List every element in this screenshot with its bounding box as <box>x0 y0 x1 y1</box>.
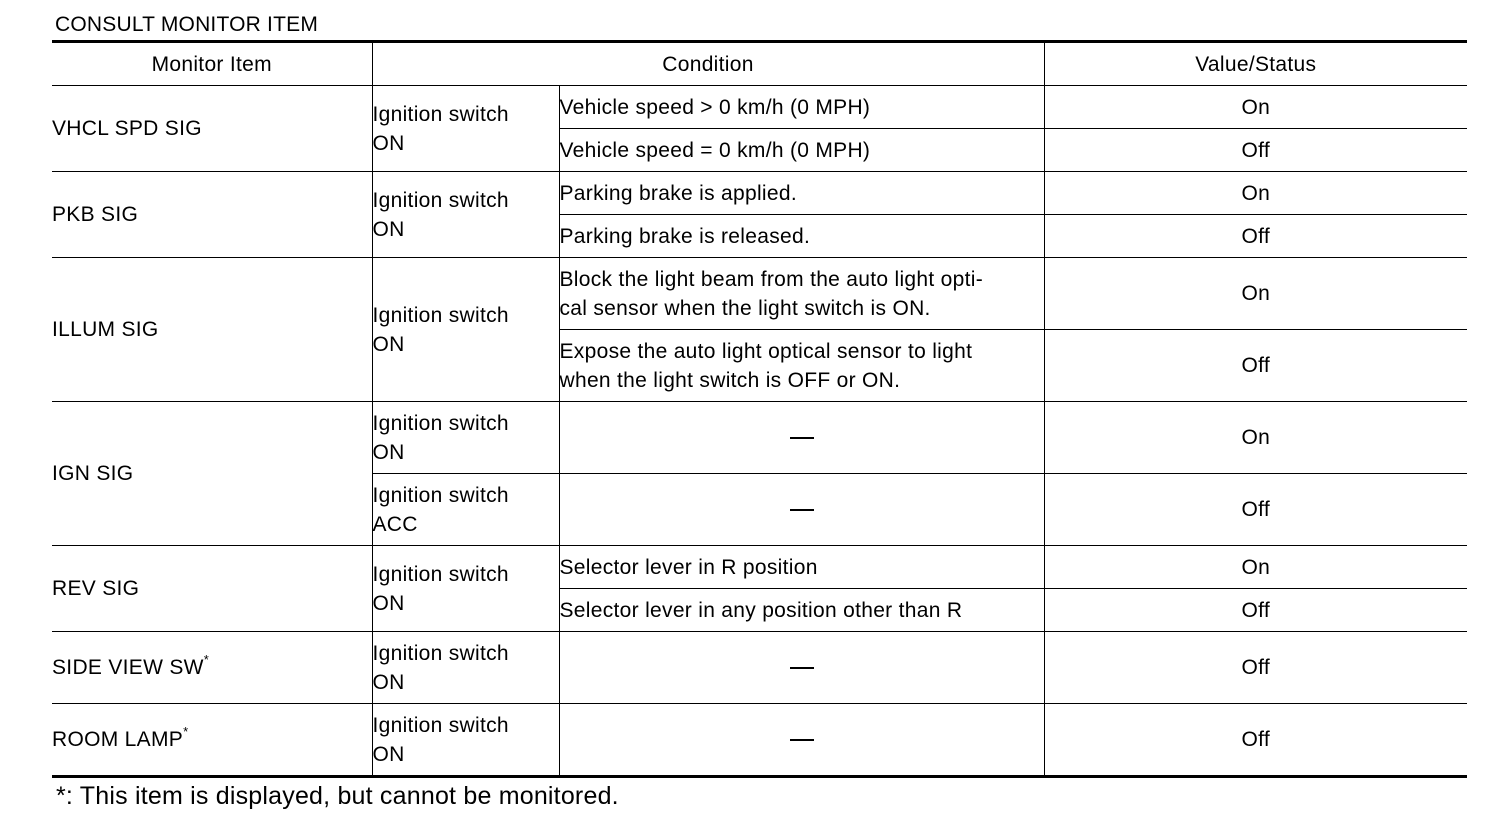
ignition-cell <box>372 86 559 172</box>
ignition-cell <box>372 258 559 402</box>
monitor-item-label: ROOM LAMP <box>52 728 184 751</box>
table-row <box>52 704 1467 777</box>
dash-icon <box>790 509 814 511</box>
table-header-row <box>52 42 1467 86</box>
ignition-label: Ignition switch <box>372 411 509 435</box>
monitor-item-cell <box>52 704 372 777</box>
value-cell: On <box>1044 172 1467 215</box>
header-monitor-item: Monitor Item <box>52 42 372 86</box>
ignition-cell <box>372 172 559 258</box>
ignition-state: ON <box>372 670 405 694</box>
footnote-asterisk: * <box>203 652 210 667</box>
value-cell: On <box>1044 546 1467 589</box>
header-value-status: Value/Status <box>1044 42 1467 86</box>
ignition-state: ON <box>372 742 405 766</box>
dash-icon <box>790 437 814 439</box>
table-row <box>52 632 1467 704</box>
footnote-asterisk: * <box>183 724 189 739</box>
value-cell: Off <box>1044 704 1467 777</box>
table-row <box>52 86 1467 129</box>
monitor-item-cell: PKB SIG <box>52 172 372 258</box>
monitor-item-cell <box>52 632 372 704</box>
condition-cell: Parking brake is applied. <box>559 172 1044 215</box>
condition-cell <box>559 402 1044 474</box>
value-cell: Off <box>1044 215 1467 258</box>
ignition-cell <box>372 546 559 632</box>
condition-cell <box>559 258 1044 330</box>
condition-cell: Parking brake is released. <box>559 215 1044 258</box>
value-cell: Off <box>1044 474 1467 546</box>
condition-cell: Vehicle speed > 0 km/h (0 MPH) <box>559 86 1044 129</box>
monitor-item-cell: ILLUM SIG <box>52 258 372 402</box>
ignition-state: ON <box>372 217 405 241</box>
monitor-item-label: SIDE VIEW SW <box>52 656 204 679</box>
ignition-label: Ignition switch <box>372 562 509 586</box>
ignition-state: ACC <box>372 512 418 536</box>
ignition-cell <box>372 632 559 704</box>
value-cell: On <box>1044 258 1467 330</box>
value-cell: On <box>1044 86 1467 129</box>
condition-cell: Selector lever in any position other than R <box>559 589 1044 632</box>
monitor-item-cell: VHCL SPD SIG <box>52 86 372 172</box>
ignition-state: ON <box>372 332 405 356</box>
ignition-label: Ignition switch <box>372 303 509 327</box>
ignition-cell <box>372 704 559 777</box>
ignition-cell <box>372 474 559 546</box>
monitor-item-cell: IGN SIG <box>52 402 372 546</box>
condition-line: cal sensor when the light switch is ON. <box>559 296 931 320</box>
value-cell: On <box>1044 402 1467 474</box>
table-row <box>52 546 1467 589</box>
monitor-item-cell: REV SIG <box>52 546 372 632</box>
value-cell: Off <box>1044 330 1467 402</box>
header-condition: Condition <box>372 42 1044 86</box>
ignition-state: ON <box>372 591 405 615</box>
footnote: *: This item is displayed, but cannot be monitored. <box>56 782 619 810</box>
dash-icon <box>790 667 814 669</box>
value-cell: Off <box>1044 129 1467 172</box>
condition-cell: Selector lever in R position <box>559 546 1044 589</box>
value-cell: Off <box>1044 589 1467 632</box>
ignition-state: ON <box>372 131 405 155</box>
ignition-state: ON <box>372 440 405 464</box>
ignition-label: Ignition switch <box>372 713 509 737</box>
ignition-label: Ignition switch <box>372 483 509 507</box>
condition-line: Expose the auto light optical sensor to light <box>559 339 973 363</box>
condition-line: Block the light beam from the auto light opti- <box>559 267 984 291</box>
dash-icon <box>790 739 814 741</box>
ignition-label: Ignition switch <box>372 188 509 212</box>
value-cell: Off <box>1044 632 1467 704</box>
condition-line: when the light switch is OFF or ON. <box>559 368 901 392</box>
ignition-cell <box>372 402 559 474</box>
consult-monitor-table <box>52 40 1467 778</box>
ignition-label: Ignition switch <box>372 641 509 665</box>
section-title: CONSULT MONITOR ITEM <box>55 13 319 36</box>
condition-cell: Vehicle speed = 0 km/h (0 MPH) <box>559 129 1044 172</box>
table-row <box>52 172 1467 215</box>
condition-cell <box>559 330 1044 402</box>
table-row <box>52 402 1467 474</box>
condition-cell <box>559 704 1044 777</box>
condition-cell <box>559 632 1044 704</box>
table-row <box>52 258 1467 330</box>
condition-cell <box>559 474 1044 546</box>
ignition-label: Ignition switch <box>372 102 509 126</box>
